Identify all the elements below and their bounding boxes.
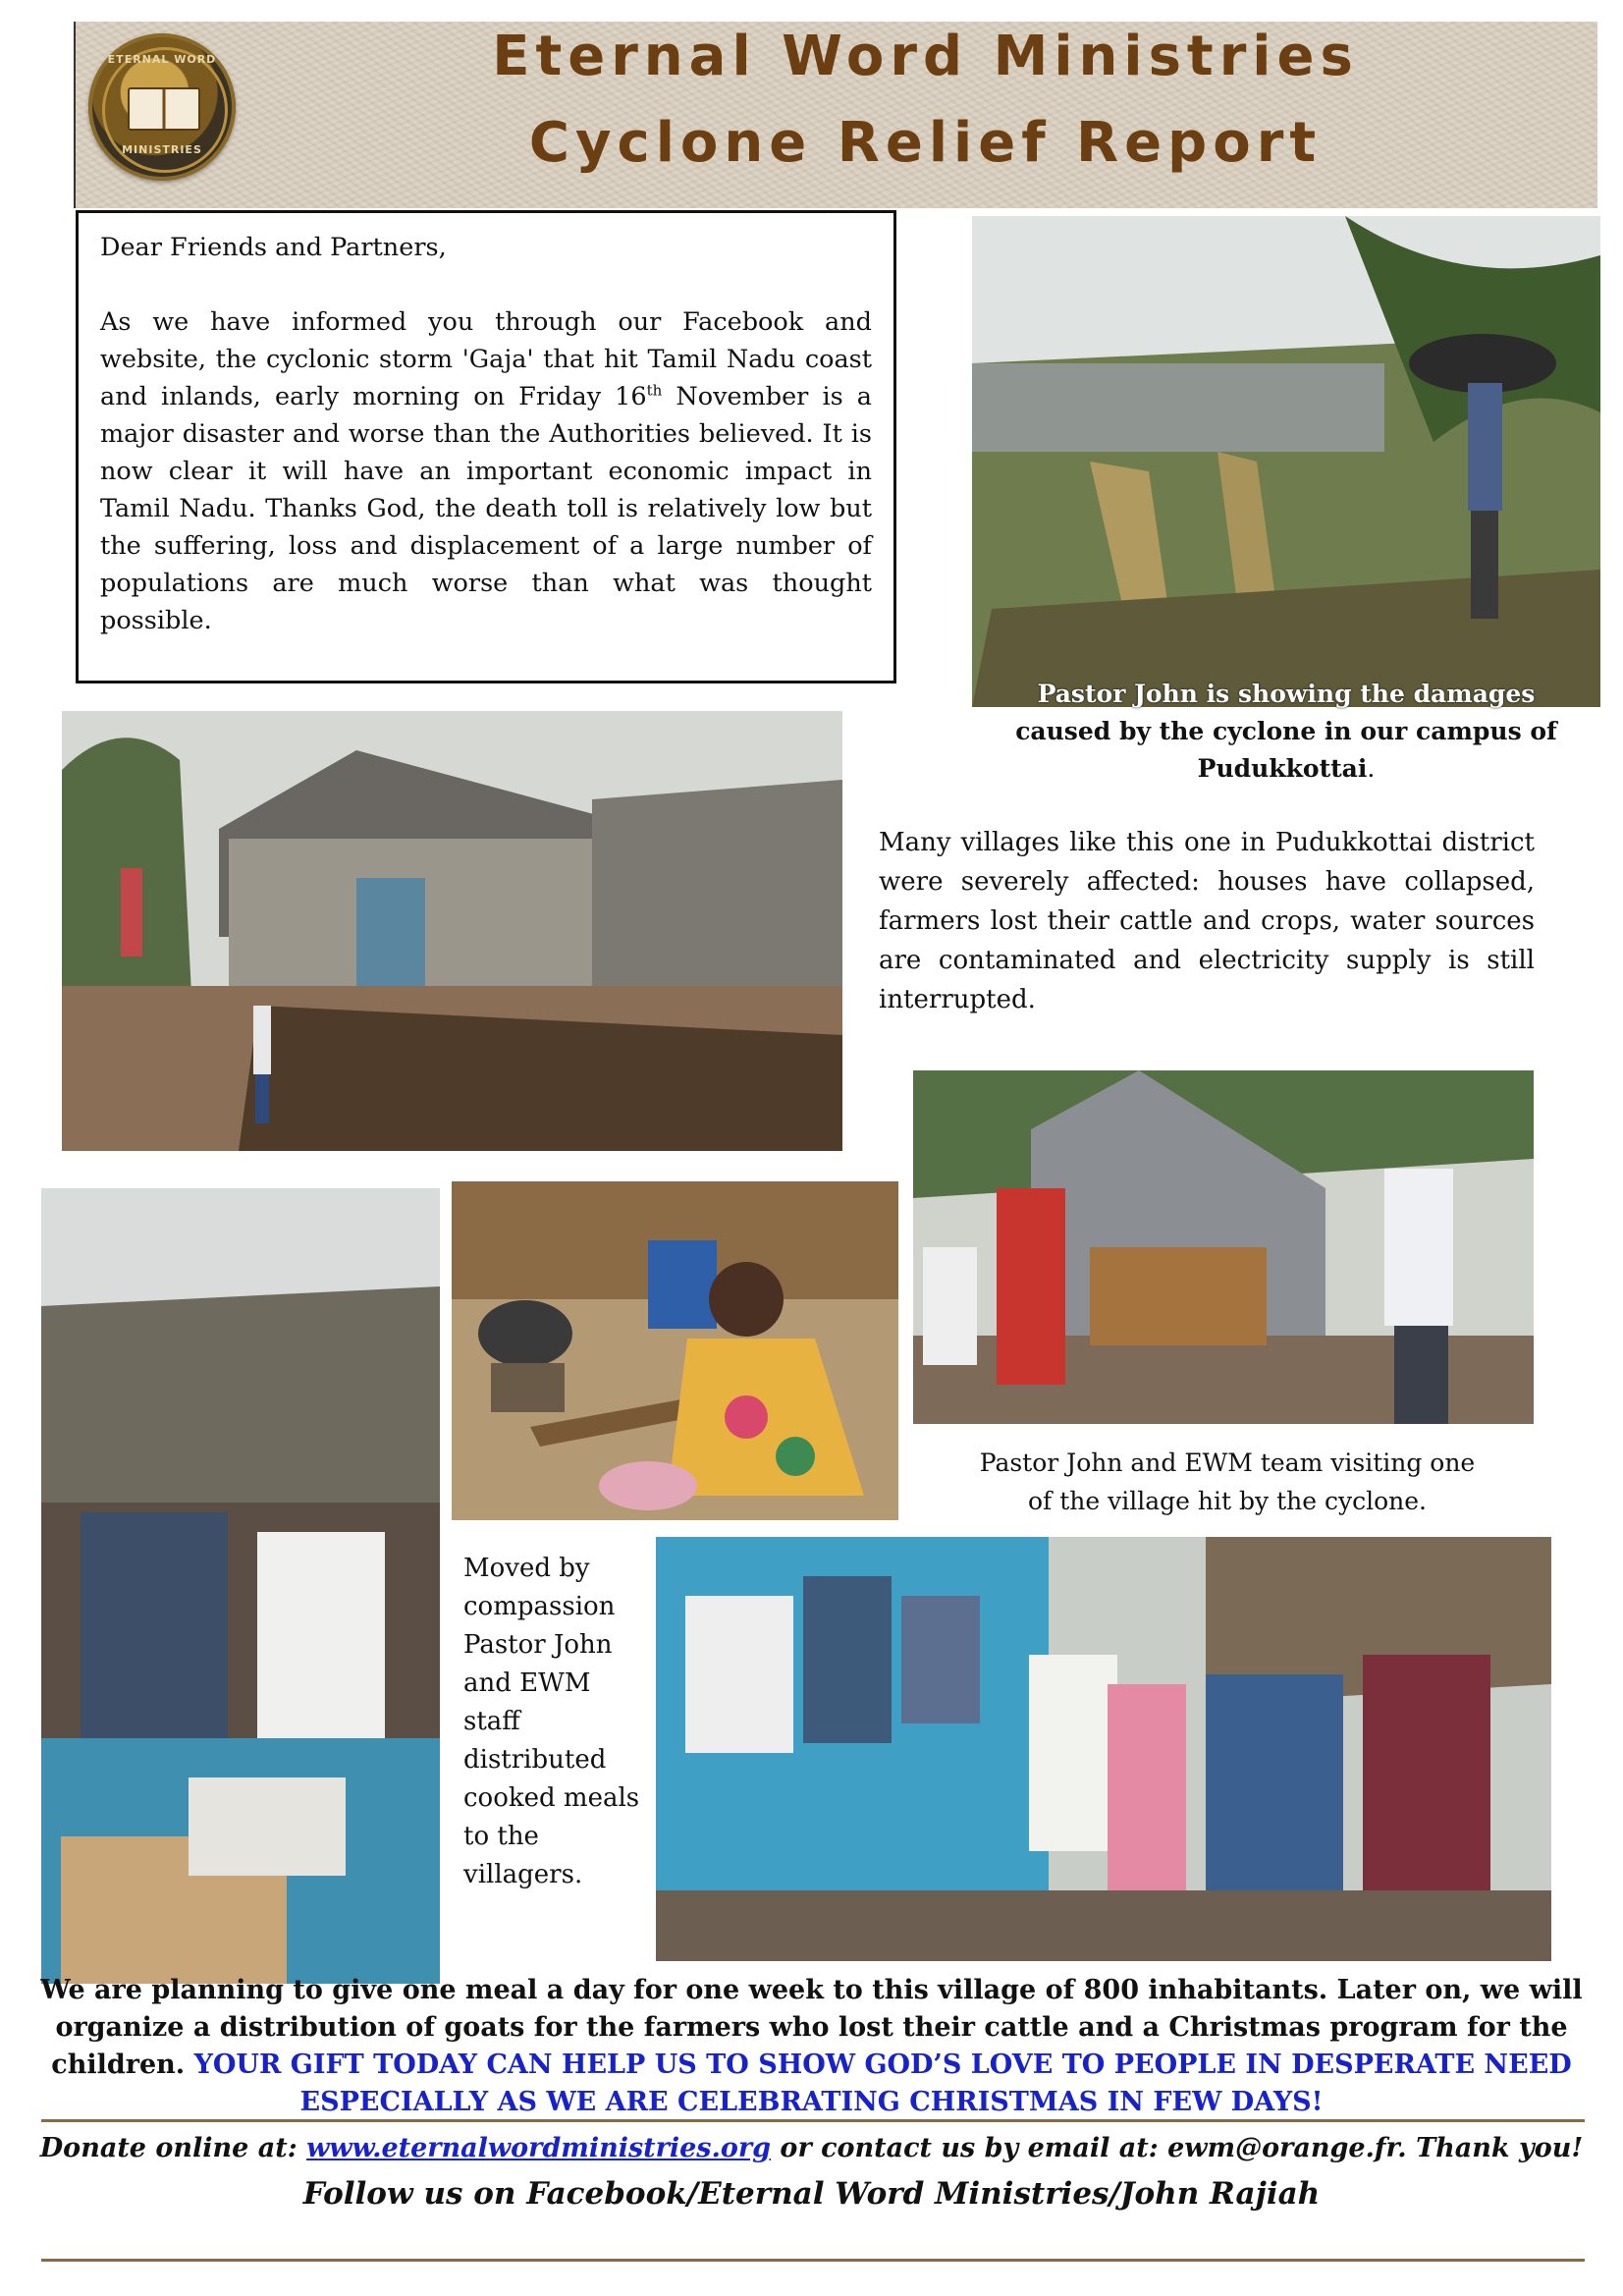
donate-prefix: Donate online at: [39,2133,307,2163]
ministry-logo [88,33,236,181]
follow-line: Follow us on Facebook/Eternal Word Ministries/John Rajiah [302,2176,1321,2212]
letter-body [100,303,872,639]
caption-campus-place: Pudukkottai [1197,754,1368,783]
villages-paragraph: Many villages like this one in Pudukkottai district were severely affected: houses have collapsed, farmers lost their cattle and crops, water sources are contaminated and electricity supply is still interrupted. [879,828,1535,1014]
photo-campus-damage [972,216,1600,707]
caption-campus-line1: Pastor John is showing the damages [1037,680,1536,708]
photo-food-distribution [656,1537,1551,1961]
bible-icon [128,87,200,131]
caption-campus-line3 [972,750,1600,788]
page-title: Eternal Word Ministries [492,25,1359,88]
divider-bottom [41,2259,1585,2262]
letter-greeting: Dear Friends and Partners, [100,233,447,262]
website-link[interactable]: www.eternalwordministries.org [306,2133,772,2163]
caption-meals: Moved by compassion Pastor John and EWM staff distributed cooked meals to the villagers. [463,1554,640,1889]
appeal-highlight: YOUR GIFT TODAY CAN HELP US TO SHOW GOD’S LOVE TO PEOPLE IN DESPERATE NEED ESPECIALLY AS WE ARE CELEBRATING CHRISTMAS IN FEW DAYS! [193,2050,1572,2117]
photo-team-visit [913,1070,1534,1424]
appeal-text: We are planning to give one meal a day for one week to this village of 800 inhabitants. Later on, we will organize a distribution of goats for the farmers who lost their cattle and a Christmas program for the children. [40,1975,1583,2080]
letter-body-sup: th [646,381,663,400]
divider-top [41,2119,1585,2122]
donate-line [39,2129,1584,2168]
logo-text-top: ETERNAL WORD [107,53,217,66]
page-subtitle: Cyclone Relief Report [528,111,1323,175]
caption-campus-damage [972,676,1600,788]
letter-body-part1: As we have informed you through our Facebook and website, the cyclonic storm 'Gaja' that hit Tamil Nadu coast and inlands, early morning on Friday 16 [100,307,872,411]
caption-team-visit [913,1444,1542,1520]
logo-text-bottom: MINISTRIES [122,143,202,156]
photo-village-houses [62,711,842,1151]
photo-crowd-truck [41,1188,440,1984]
letter-body-part2: November is a major disaster and worse than the Authorities believed. It is now clear it will have an important economic impact in Tamil Nadu. Thanks God, the death toll is relatively low but the suffering, loss and displacement of a large number of populations are much worse than what was thought possible. [100,382,872,635]
photo-woman-cooking [452,1181,898,1520]
intro-letter-box [76,210,896,683]
caption-team-line2: of the village hit by the cyclone. [1028,1487,1427,1515]
appeal-paragraph [39,1972,1584,2121]
caption-campus-line2: caused by the cyclone in our campus of [1015,717,1557,745]
caption-campus-end: . [1367,754,1376,783]
caption-team-line1: Pastor John and EWM team visiting one [979,1449,1476,1477]
donate-suffix: or contact us by email at: ewm@orange.fr. Thank you! [771,2133,1584,2163]
